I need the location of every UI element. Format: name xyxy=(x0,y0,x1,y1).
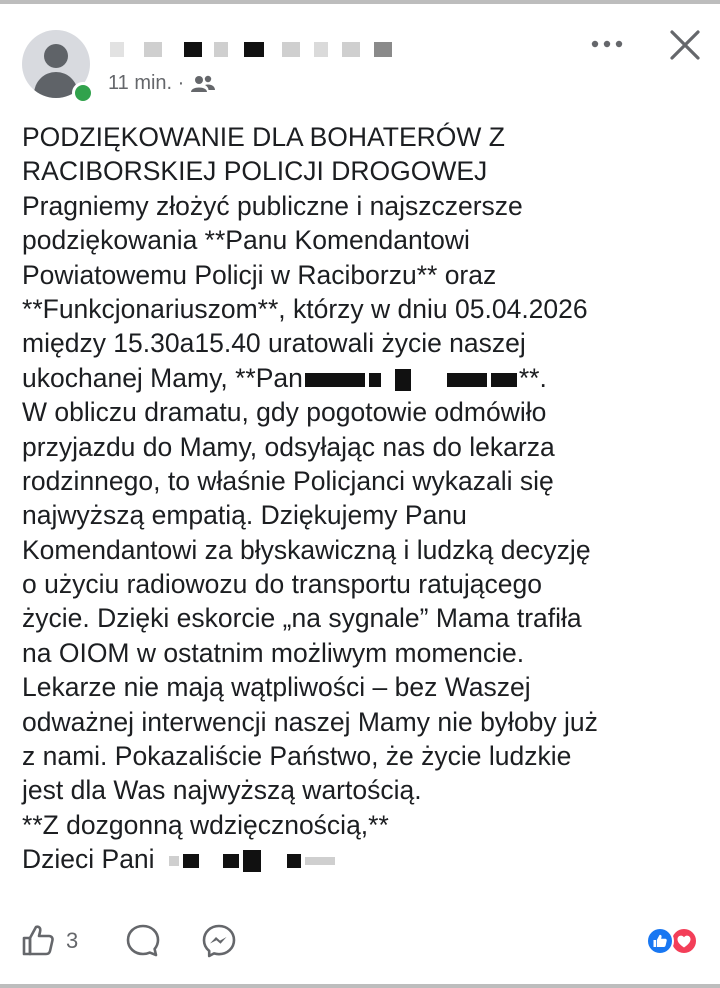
post-text-line: przyjazdu do Mamy, odsyłając nas do lekarza xyxy=(22,431,555,462)
post-text-line: jest dla Was najwyższą wartością. xyxy=(22,775,422,806)
redaction-gap xyxy=(415,373,443,387)
redaction-block xyxy=(314,42,328,57)
post-text-line: na OIOM w ostatnim możliwym momencie. xyxy=(22,637,525,668)
post-text-line: życie. Dzięki eskorcie „na sygnale” Mama trafiła xyxy=(22,603,582,634)
redaction-block xyxy=(491,373,517,387)
love-reaction-icon xyxy=(671,928,697,954)
post-text-line: Powiatowemu Policji w Raciborzu** oraz xyxy=(22,259,497,290)
redaction-block xyxy=(287,854,301,868)
redaction-block xyxy=(369,373,381,387)
online-status-indicator xyxy=(72,82,94,104)
post-text-line: **Funkcjonariuszom**, którzy w dniu 05.04.2026 xyxy=(22,293,588,324)
messenger-icon[interactable] xyxy=(200,922,238,960)
like-icon[interactable] xyxy=(20,922,56,958)
post-text-line-redacted xyxy=(22,361,712,395)
redacted-line-suffix: **. xyxy=(518,362,547,393)
post-text xyxy=(22,120,712,877)
redaction-block xyxy=(244,42,264,57)
post-text-line: o użyciu radiowozu do transportu ratującego xyxy=(22,569,542,600)
close-icon[interactable] xyxy=(666,26,704,64)
avatar-head-shape xyxy=(44,44,68,68)
post-actions-bar xyxy=(0,914,720,974)
redaction-block xyxy=(447,373,487,387)
post-text-line: Komendantowi za błyskawiczną i ludzką decyzję xyxy=(22,534,591,565)
redaction-block xyxy=(169,856,179,866)
post-text-line: odważnej interwencji naszej Mamy nie byłoby już xyxy=(22,706,598,737)
redaction-block xyxy=(282,42,300,57)
redaction-block xyxy=(243,850,261,872)
post-timestamp[interactable]: 11 min. · xyxy=(108,72,185,94)
redaction-block xyxy=(183,854,199,868)
comment-icon[interactable] xyxy=(124,922,162,960)
post-text-line: **Z dozgonną wdzięcznością,** xyxy=(22,809,389,840)
post-text-line: najwyższą empatią. Dziękujemy Panu xyxy=(22,500,467,531)
redaction-block xyxy=(374,42,392,57)
post-signature-line xyxy=(22,842,712,876)
like-count[interactable]: 3 xyxy=(66,928,79,953)
post-text-line: rodzinnego, to właśnie Policjanci wykazali się xyxy=(22,465,554,496)
redaction-block xyxy=(305,857,335,865)
post-text-line: W obliczu dramatu, gdy pogotowie odmówiło xyxy=(22,397,547,428)
post-text-line: Lekarze nie mają wątpliwości – bez Waszej xyxy=(22,672,531,703)
redaction-block xyxy=(110,42,124,57)
more-options-icon[interactable] xyxy=(588,28,628,60)
post-text-line: RACIBORSKIEJ POLICJI DROGOWEJ xyxy=(22,156,488,187)
post-text-line: między 15.30a15.40 uratowali życie naszej xyxy=(22,328,526,359)
redaction-block xyxy=(305,373,365,387)
redaction-block xyxy=(214,42,228,57)
author-name-redacted[interactable] xyxy=(110,34,400,58)
post-text-line: podziękowania **Panu Komendantowi xyxy=(22,225,470,256)
redaction-block xyxy=(395,369,411,391)
redaction-block xyxy=(144,42,162,57)
redaction-block xyxy=(342,42,360,57)
post-header xyxy=(0,4,720,112)
post-text-line: z nami. Pokazaliście Państwo, że życie ludzkie xyxy=(22,741,572,772)
post-text-line: Pragniemy złożyć publiczne i najszczersze xyxy=(22,190,523,221)
redaction-block xyxy=(223,854,239,868)
signature-prefix: Dzieci Pani xyxy=(22,844,155,875)
redacted-line-prefix: ukochanej Mamy, **Pan xyxy=(22,362,303,393)
reactions-summary[interactable] xyxy=(642,926,702,956)
redaction-gap xyxy=(203,854,219,868)
like-reaction-icon xyxy=(647,928,673,954)
friends-icon[interactable] xyxy=(190,74,216,94)
post-meta xyxy=(108,72,216,95)
redaction-block xyxy=(184,42,202,57)
redaction-gap xyxy=(265,854,283,868)
post-text-line: PODZIĘKOWANIE DLA BOHATERÓW Z xyxy=(22,122,505,152)
redaction-gap xyxy=(385,373,391,387)
